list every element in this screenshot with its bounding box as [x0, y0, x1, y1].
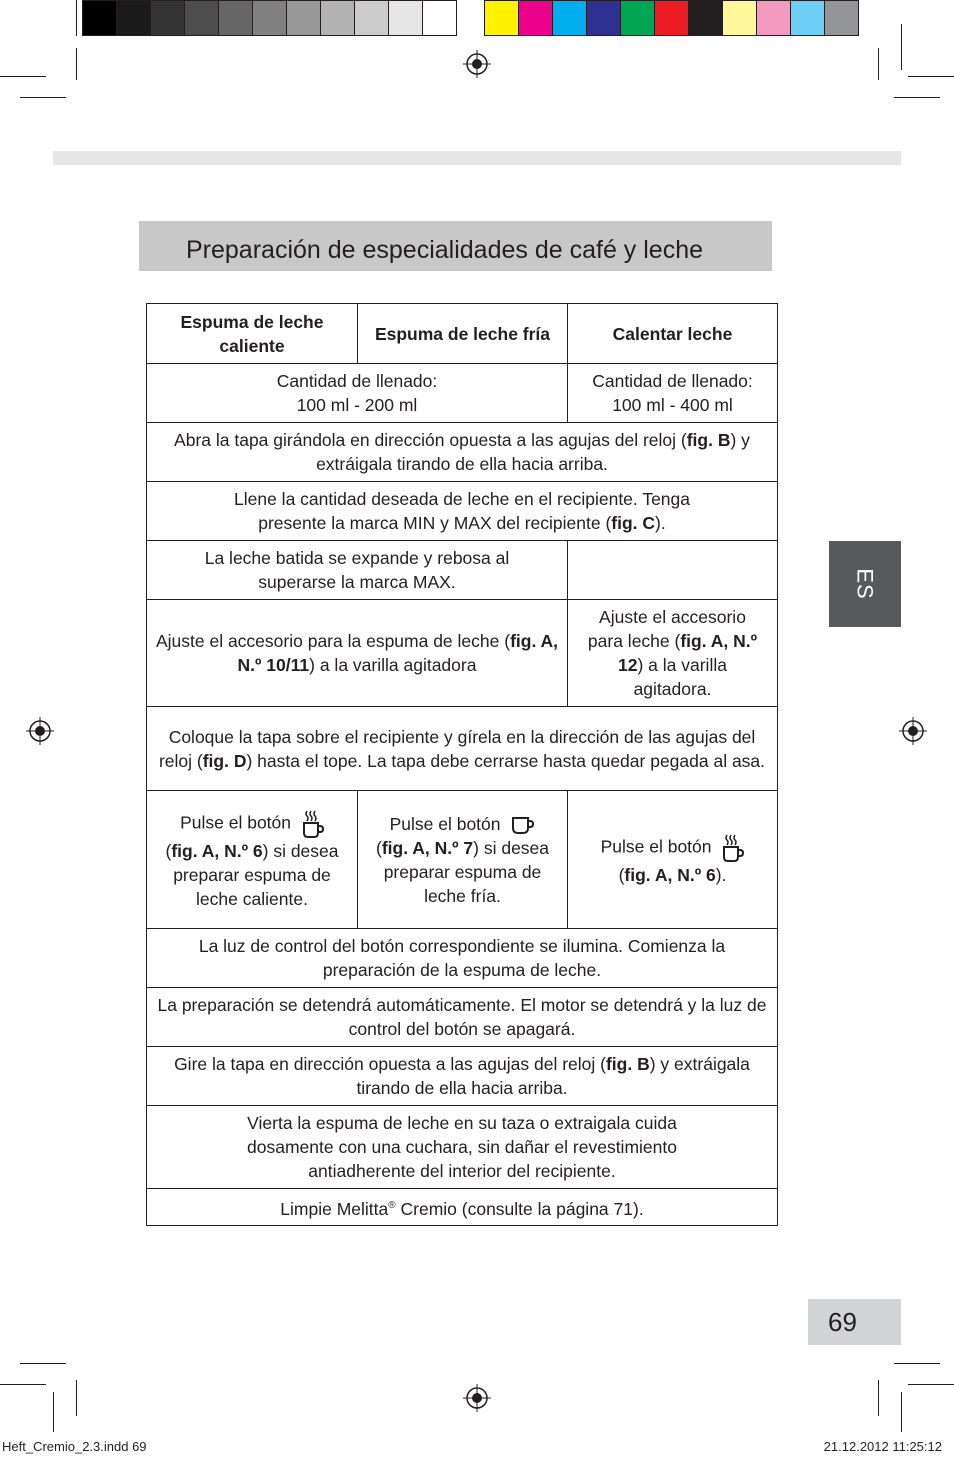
language-tab-label: ES — [852, 568, 878, 600]
crop-mark — [76, 1380, 77, 1416]
fill-amount-heat: Cantidad de llenado: 100 ml - 400 ml — [568, 364, 778, 423]
steaming-cup-icon — [302, 809, 324, 839]
section-title-bar — [139, 221, 772, 271]
instructions-table — [146, 303, 778, 1226]
color-swatch — [553, 0, 587, 36]
crop-mark — [20, 1363, 66, 1364]
gray-color-bar — [82, 0, 457, 36]
table-row — [147, 423, 778, 482]
table-row — [147, 364, 778, 423]
color-swatch — [689, 0, 723, 36]
color-swatch — [484, 0, 519, 36]
crop-mark — [53, 1392, 54, 1432]
color-swatch — [757, 0, 791, 36]
language-tab — [829, 541, 901, 627]
crop-mark — [0, 1384, 46, 1385]
steaming-cup-icon — [722, 833, 744, 863]
note-overflow: La leche batida se expande y rebosa al superarse la marca MAX. — [147, 541, 568, 600]
color-swatch — [355, 0, 389, 36]
color-swatch — [587, 0, 621, 36]
table-row — [147, 707, 778, 791]
table-row — [147, 482, 778, 541]
color-swatch — [519, 0, 553, 36]
table-row — [147, 791, 778, 929]
table-header-row — [147, 304, 778, 364]
step-clean: Limpie Melitta® Cremio (consulte la página 71). — [147, 1189, 778, 1226]
color-swatch — [219, 0, 253, 36]
step-press-cold: Pulse el botón (fig. A, N.º 7) si desea preparar espuma de leche fría. — [358, 791, 568, 929]
cup-icon — [511, 815, 535, 835]
table-row — [147, 929, 778, 988]
color-swatch — [655, 0, 689, 36]
crop-mark — [0, 76, 46, 77]
table-row — [147, 1047, 778, 1106]
color-swatch — [621, 0, 655, 36]
color-swatch — [82, 0, 117, 36]
fill-amount-froth: Cantidad de llenado: 100 ml - 200 ml — [147, 364, 568, 423]
crop-mark — [894, 1363, 940, 1364]
step-fill-milk: Llene la cantidad deseada de leche en el recipiente. Tenga presente la marca MIN y MAX del recipiente (fig. C). — [147, 482, 778, 541]
crop-mark — [20, 97, 66, 98]
color-swatch — [389, 0, 423, 36]
page-title: Preparación de especialidades de café y leche — [186, 236, 704, 264]
step-close-lid: Coloque la tapa sobre el recipiente y gírela en la dirección de las agujas del reloj (fig. D) hasta el tope. La tapa debe cerrarse hasta quedar pegada al asa. — [147, 707, 778, 791]
header-strip — [53, 151, 901, 165]
step-remove-lid: Gire la tapa en dirección opuesta a las agujas del reloj (fig. B) y extráigala tirando de ella hacia arriba. — [147, 1047, 778, 1106]
registration-mark-icon — [899, 717, 927, 745]
step-light-on: La luz de control del botón correspondiente se ilumina. Comienza la preparación de la espuma de leche. — [147, 929, 778, 988]
step-open-lid: Abra la tapa girándola en dirección opuesta a las agujas del reloj (fig. B) y extráigala tirando de ella hacia arriba. — [147, 423, 778, 482]
slug-timestamp: 21.12.2012 11:25:12 — [823, 1439, 942, 1454]
empty-cell — [568, 541, 778, 600]
header-hot-froth: Espuma de leche caliente — [147, 304, 358, 364]
crop-mark — [894, 97, 940, 98]
crop-mark — [908, 76, 954, 77]
step-pour: Vierta la espuma de leche en su taza o extraigala cuida dosamente con una cuchara, sin dañar el revestimiento antiadherente del interior del recipiente. — [147, 1106, 778, 1189]
process-color-bar — [484, 0, 859, 36]
step-froth-attachment: Ajuste el accesorio para la espuma de leche (fig. A, N.º 10/11) a la varilla agitadora — [147, 600, 568, 707]
registration-mark-icon — [463, 50, 491, 78]
color-swatch — [151, 0, 185, 36]
table-row — [147, 1189, 778, 1226]
header-heat-milk: Calentar leche — [568, 304, 778, 364]
color-swatch — [117, 0, 151, 36]
crop-mark — [908, 1384, 954, 1385]
crop-mark — [76, 48, 77, 80]
crop-mark — [76, 0, 77, 36]
color-swatch — [185, 0, 219, 36]
crop-mark — [878, 48, 879, 80]
table-row — [147, 1106, 778, 1189]
color-swatch — [423, 0, 457, 36]
color-swatch — [825, 0, 859, 36]
table-row — [147, 541, 778, 600]
step-press-hot: Pulse el botón (fig. A, N.º 6) si desea preparar espuma de leche caliente. — [147, 791, 358, 929]
registration-mark-icon — [463, 1384, 491, 1412]
header-cold-froth: Espuma de leche fría — [358, 304, 568, 364]
page-number: 69 — [808, 1299, 901, 1345]
color-swatch — [791, 0, 825, 36]
color-swatch — [253, 0, 287, 36]
slug-filename: Heft_Cremio_2.3.indd 69 — [2, 1439, 147, 1454]
step-auto-stop: La preparación se detendrá automáticamente. El motor se detendrá y la luz de control del botón se apagará. — [147, 988, 778, 1047]
crop-mark — [878, 1380, 879, 1416]
color-swatch — [287, 0, 321, 36]
color-swatch — [723, 0, 757, 36]
crop-mark — [901, 1392, 902, 1432]
table-row — [147, 600, 778, 707]
crop-mark — [901, 24, 902, 70]
color-swatch — [321, 0, 355, 36]
step-press-heat: Pulse el botón (fig. A, N.º 6). — [568, 791, 778, 929]
step-heat-attachment: Ajuste el accesorio para leche (fig. A, N.º 12) a la varilla agitadora. — [568, 600, 778, 707]
table-row — [147, 988, 778, 1047]
registration-mark-icon — [26, 717, 54, 745]
